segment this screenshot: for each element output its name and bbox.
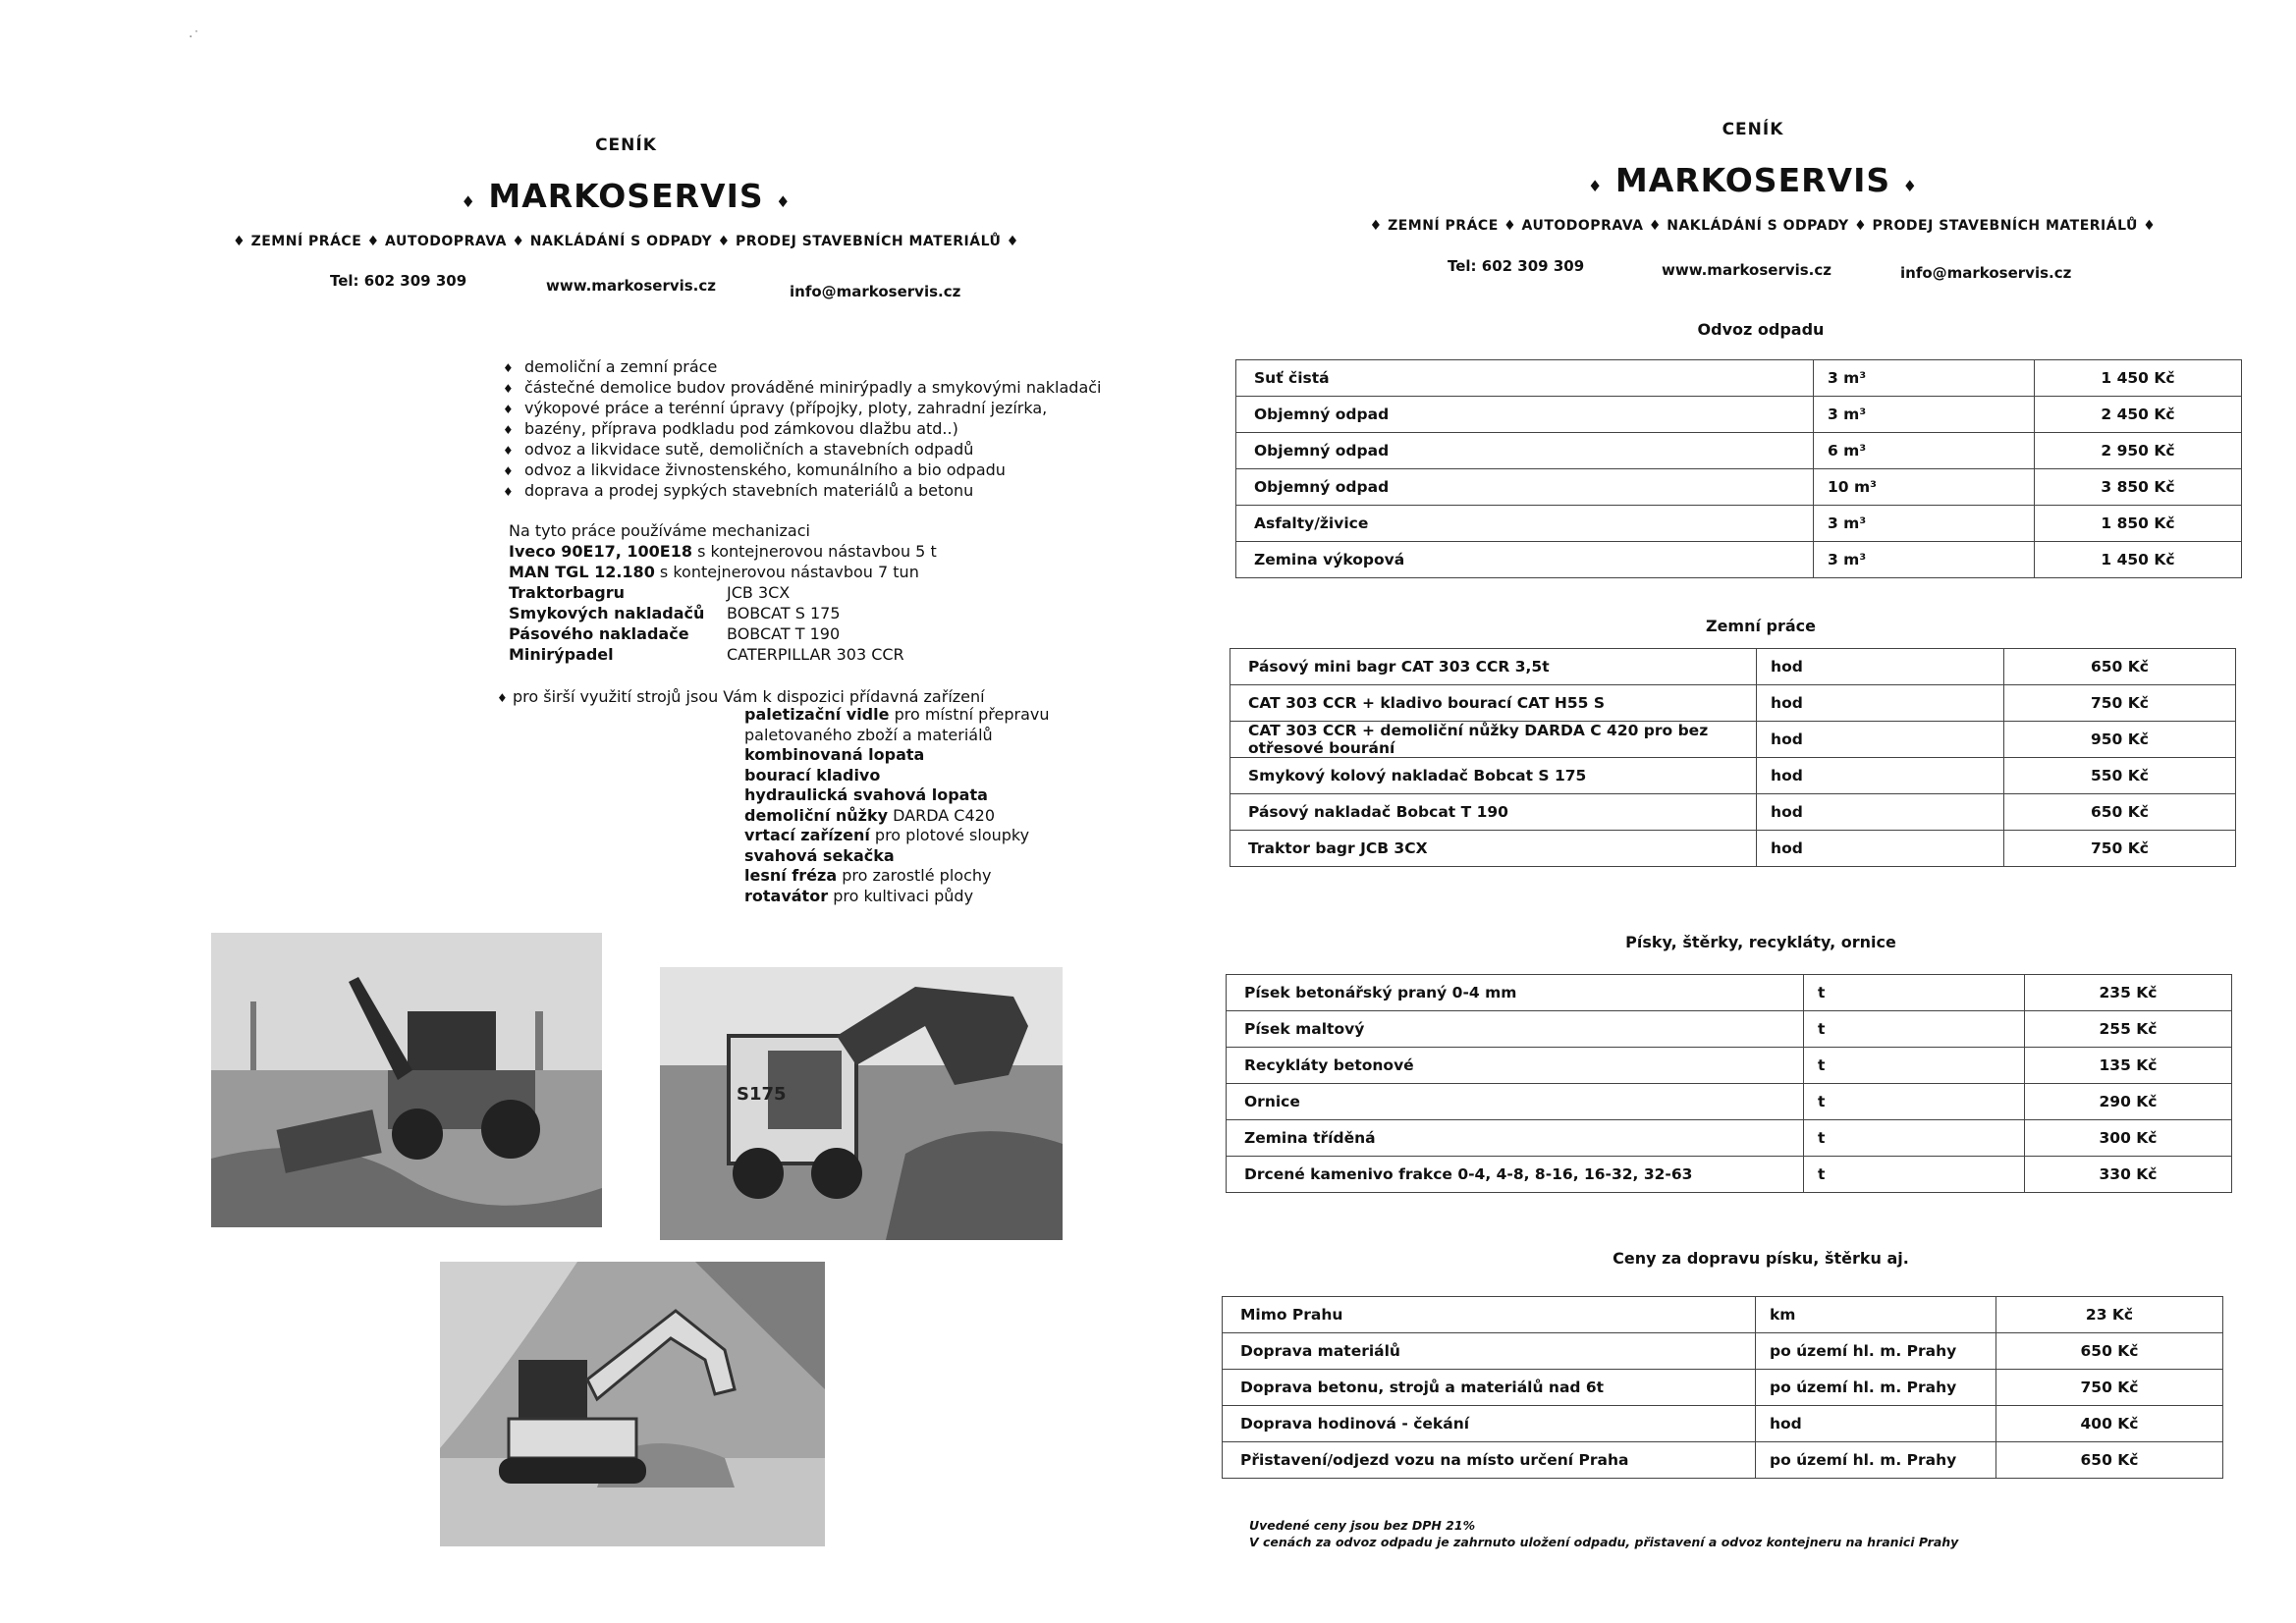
- skid-steer-image: [660, 967, 1063, 1240]
- list-item: paletovaného zboží a materiálů: [744, 725, 993, 744]
- mechanization-intro: Na tyto práce používáme mechanizaci: [509, 521, 810, 540]
- table-row: Zemina výkopová 3 m³ 1 450 Kč: [1236, 542, 2242, 578]
- table-row: Smykový kolový nakladač Bobcat S 175 hod 550 Kč: [1230, 758, 2236, 794]
- website: www.markoservis.cz: [546, 277, 717, 295]
- photo-skid-steer: [660, 967, 1063, 1240]
- table-row: Objemný odpad 3 m³ 2 450 Kč: [1236, 397, 2242, 433]
- scan-speck: ·˙: [189, 29, 200, 45]
- table-row: Pásový mini bagr CAT 303 CCR 3,5t hod 650 Kč: [1230, 649, 2236, 685]
- section-title-sands: Písky, štěrky, recykláty, ornice: [1625, 933, 1896, 951]
- section-title-waste: Odvoz odpadu: [1697, 320, 1825, 339]
- service-list: [503, 357, 1102, 502]
- brand-title: ♦ MARKOSERVIS ♦: [461, 177, 792, 215]
- list-item: paletizační vidle pro místní přepravu: [744, 705, 1050, 724]
- section-title-transport: Ceny za dopravu písku, štěrku aj.: [1613, 1249, 1909, 1268]
- vat-note: Uvedené ceny jsou bez DPH 21%: [1249, 1518, 1476, 1533]
- table-row: Ornice t 290 Kč: [1227, 1084, 2232, 1120]
- services-line: ♦ ZEMNÍ PRÁCE ♦ AUTODOPRAVA ♦ NAKLÁDÁNÍ S ODPADY ♦ PRODEJ STAVEBNÍCH MATERIÁLŮ ♦: [233, 234, 1019, 249]
- mechanization-line: Iveco 90E17, 100E18 s kontejnerovou nástavbou 5 t: [509, 542, 937, 561]
- price-footnote: [1249, 1517, 1958, 1550]
- table-row: Objemný odpad 10 m³ 3 850 Kč: [1236, 469, 2242, 506]
- list-item: ♦ bazény, příprava podkladu pod zámkovou dlažbu atd..): [503, 419, 1102, 440]
- table-row: Doprava betonu, strojů a materiálů nad 6t po území hl. m. Prahy 750 Kč: [1223, 1370, 2223, 1406]
- price-table-transport: [1222, 1296, 2223, 1479]
- services-line: ♦ ZEMNÍ PRÁCE ♦ AUTODOPRAVA ♦ NAKLÁDÁNÍ S ODPADY ♦ PRODEJ STAVEBNÍCH MATERIÁLŮ ♦: [1369, 218, 2157, 234]
- table-row: Přistavení/odjezd vozu na místo určení Praha po území hl. m. Prahy 650 Kč: [1223, 1442, 2223, 1479]
- price-table-sands: [1226, 974, 2232, 1193]
- machine-row: Smykových nakladačů BOBCAT S 175: [509, 604, 841, 622]
- section-title-earthworks: Zemní práce: [1705, 617, 1817, 635]
- list-item: ♦ demoliční a zemní práce: [503, 357, 1102, 378]
- mechanization-block: [509, 520, 937, 665]
- price-table-earthworks: [1230, 648, 2236, 867]
- table-row: Objemný odpad 6 m³ 2 950 Kč: [1236, 433, 2242, 469]
- table-row: CAT 303 CCR + kladivo bourací CAT H55 S hod 750 Kč: [1230, 685, 2236, 722]
- table-row: Mimo Prahu km 23 Kč: [1223, 1297, 2223, 1333]
- table-row: Písek betonářský praný 0-4 mm t 235 Kč: [1227, 975, 2232, 1011]
- machine-row: Pásového nakladače BOBCAT T 190: [509, 624, 841, 643]
- photo-backhoe-loader: [211, 933, 602, 1227]
- table-row: Traktor bagr JCB 3CX hod 750 Kč: [1230, 831, 2236, 867]
- brand-name: MARKOSERVIS: [1614, 161, 1891, 199]
- price-table-waste: [1235, 359, 2242, 578]
- table-row: Recykláty betonové t 135 Kč: [1227, 1048, 2232, 1084]
- email: info@markoservis.cz: [790, 283, 961, 300]
- list-item: bourací kladivo: [744, 765, 881, 784]
- table-row: Drcené kamenivo frakce 0-4, 4-8, 8-16, 16-32, 32-63 t 330 Kč: [1227, 1157, 2232, 1193]
- table-row: CAT 303 CCR + demoliční nůžky DARDA C 420 pro bez otřesové bourání hod 950 Kč: [1230, 722, 2236, 758]
- table-row: Asfalty/živice 3 m³ 1 850 Kč: [1236, 506, 2242, 542]
- machine-row: Traktorbagru JCB 3CX: [509, 583, 791, 602]
- list-item: rotavátor pro kultivaci půdy: [744, 886, 974, 905]
- list-item: demoliční nůžky DARDA C420: [744, 805, 996, 825]
- photo-mini-excavator: [440, 1262, 825, 1546]
- list-item: ♦ výkopové práce a terénní úpravy (přípojky, ploty, zahradní jezírka,: [503, 399, 1102, 419]
- table-row: Doprava hodinová - čekání hod 400 Kč: [1223, 1406, 2223, 1442]
- list-item: ♦ částečné demolice budov prováděné minirýpadly a smykovými nakladači: [503, 378, 1102, 399]
- table-row: Pásový nakladač Bobcat T 190 hod 650 Kč: [1230, 794, 2236, 831]
- email: info@markoservis.cz: [1900, 264, 2072, 282]
- model-label: S175: [737, 1084, 787, 1105]
- phone: Tel: 602 309 309: [1448, 257, 1585, 275]
- table-row: Zemina tříděná t 300 Kč: [1227, 1120, 2232, 1157]
- list-item: lesní fréza pro zarostlé plochy: [744, 866, 992, 885]
- phone: Tel: 602 309 309: [330, 272, 467, 290]
- brand-name: MARKOSERVIS: [488, 177, 764, 215]
- table-row: Suť čistá 3 m³ 1 450 Kč: [1236, 360, 2242, 397]
- table-row: Písek maltový t 255 Kč: [1227, 1011, 2232, 1048]
- backhoe-image: [211, 933, 602, 1227]
- attachments-intro: ♦ pro širší využití strojů jsou Vám k dispozici přídavná zařízení: [497, 687, 985, 706]
- website: www.markoservis.cz: [1662, 261, 1832, 279]
- waste-note: V cenách za odvoz odpadu je zahrnuto uložení odpadu, přistavení a odvoz kontejneru na hranici Prahy: [1249, 1535, 1959, 1549]
- list-item: ♦ doprava a prodej sypkých stavebních materiálů a betonu: [503, 481, 1102, 502]
- cenik-heading: CENÍK: [595, 135, 657, 155]
- attachments-list: [744, 705, 1050, 906]
- list-item: ♦ odvoz a likvidace živnostenského, komunálního a bio odpadu: [503, 460, 1102, 481]
- list-item: svahová sekačka: [744, 845, 895, 865]
- right-page: [1178, 0, 2296, 1623]
- table-row: Doprava materiálů po území hl. m. Prahy 650 Kč: [1223, 1333, 2223, 1370]
- mini-excavator-image: [440, 1262, 825, 1546]
- list-item: hydraulická svahová lopata: [744, 785, 988, 804]
- list-item: vrtací zařízení pro plotové sloupky: [744, 826, 1030, 844]
- mechanization-line: MAN TGL 12.180 s kontejnerovou nástavbou 7 tun: [509, 563, 919, 581]
- machine-row: Minirýpadel CATERPILLAR 303 CCR: [509, 645, 904, 664]
- list-item: kombinovaná lopata: [744, 745, 925, 764]
- cenik-heading: CENÍK: [1722, 120, 1784, 139]
- brand-title: ♦ MARKOSERVIS ♦: [1588, 161, 1918, 199]
- list-item: ♦ odvoz a likvidace sutě, demoličních a stavebních odpadů: [503, 440, 1102, 460]
